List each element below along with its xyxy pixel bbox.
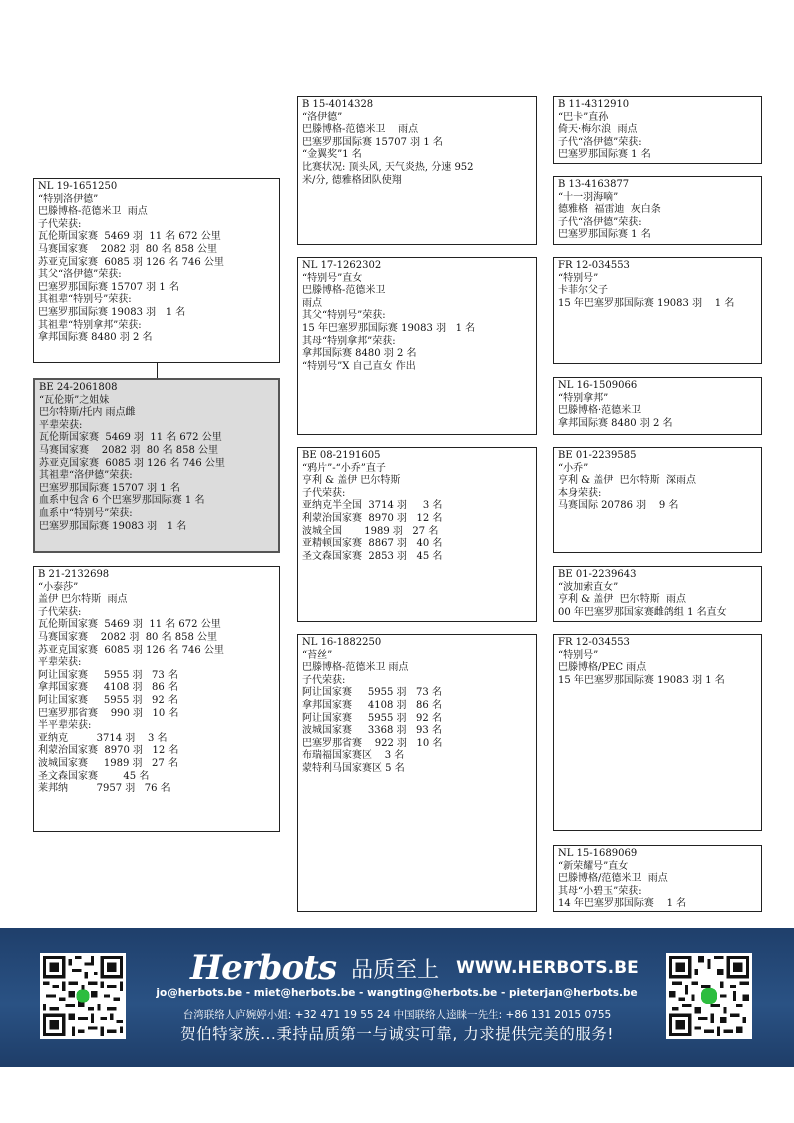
- pedigree-line: 阿让国家赛 5955 羽 73 名: [302, 687, 442, 699]
- pedigree-line: 比赛状况: 顶头风, 天气炎热, 分速 952: [302, 161, 474, 173]
- pedigree-line: 圣文森国家赛 2853 羽 45 名: [302, 550, 443, 562]
- pedigree-line: 苏亚克国家赛 6085 羽 126 名 746 公里: [38, 256, 224, 268]
- pedigree-line: 血系中包含 6 个巴塞罗那国际赛 1 名: [39, 495, 205, 507]
- pedigree-line: 亨利 & 盖伊 巴尔特斯: [302, 475, 401, 487]
- pedigree-line: 拿邦国际赛 8480 羽 2 名: [302, 348, 417, 360]
- pedigree-line: 瓦伦斯国家赛 5469 羽 11 名 672 公里: [39, 432, 222, 444]
- pedigree-box-dss: [553, 447, 762, 553]
- pedigree-box-dds: [553, 634, 762, 831]
- ring-number: NL 16-1509066: [558, 380, 638, 391]
- pedigree-line: 巴塞罗那国际赛 19083 羽 1 名: [39, 520, 187, 532]
- ring-number: NL 17-1262302: [302, 260, 382, 271]
- pedigree-line: 子代荣获:: [302, 487, 346, 499]
- pedigree-line: “特别号”: [558, 272, 599, 284]
- pedigree-line: 子代荣获:: [38, 606, 82, 618]
- pedigree-line: 亚纳克半全国 3714 羽 3 名: [302, 500, 443, 512]
- pedigree-box-ssd: [553, 176, 762, 245]
- pedigree-line: “瓦伦斯”之姐妹: [39, 394, 110, 406]
- pedigree-box-sss: [553, 96, 762, 164]
- pedigree-line: 布瑞福国家赛区 3 名: [302, 750, 405, 762]
- pedigree-line: 瓦伦斯国家赛 5469 羽 11 名 672 公里: [38, 619, 221, 631]
- pedigree-line: 亚精顿国家赛 8867 羽 40 名: [302, 538, 443, 550]
- pedigree-line: 拿邦国家赛 4108 羽 86 名: [302, 699, 442, 711]
- pedigree-line: “特别号”: [558, 649, 599, 661]
- pedigree-box-dam-sire: [297, 447, 537, 622]
- pedigree-line: 子代“洛伊德”荣获:: [558, 136, 642, 148]
- pedigree-line: 巴滕博格/PEC 雨点: [558, 662, 647, 674]
- pedigree-line: 德雅格 福雷迪 灰白条: [558, 204, 661, 216]
- pedigree-box-sdd: [553, 377, 762, 435]
- pedigree-line: 亚纳克 3714 羽 3 名: [38, 732, 168, 744]
- pedigree-line: 平辈荣获:: [39, 419, 83, 431]
- slogan-text: 品质至上: [351, 957, 440, 983]
- pedigree-line: 巴塞罗那国际赛 15707 羽 1 名: [39, 482, 180, 494]
- pedigree-line: 波城国家赛 3368 羽 93 名: [302, 725, 442, 737]
- pedigree-line: 卡菲尔父子: [558, 285, 608, 297]
- pedigree-line: 马赛国家赛 2082 羽 80 名 858 公里: [38, 243, 218, 255]
- ring-number: B 13-4163877: [558, 179, 630, 190]
- pedigree-line: 其祖辈“特别拿邦”荣获:: [38, 319, 142, 331]
- pedigree-line: 子代荣获:: [38, 218, 82, 230]
- pedigree-line: “特别洛伊德”: [38, 193, 99, 205]
- connector-line: [157, 362, 158, 378]
- pedigree-line: 子代“洛伊德”荣获:: [558, 216, 642, 228]
- pedigree-box-sire-dam: [297, 257, 537, 435]
- ring-number: FR 12-034553: [558, 637, 630, 648]
- pedigree-line: 莱邦纳 7957 羽 76 名: [38, 783, 171, 795]
- pedigree-line: 巴塞罗那国际赛 19083 羽 1 名: [38, 306, 186, 318]
- pedigree-line: 波城国家赛 1989 羽 27 名: [38, 757, 178, 769]
- pedigree-line: 半平辈荣获:: [38, 720, 92, 732]
- pedigree-line: 蒙特利马国家赛区 5 名: [302, 762, 405, 774]
- herbots-logo: Herbots: [190, 948, 336, 988]
- pedigree-line: 巴塞罗那国际赛 15707 羽 1 名: [38, 281, 179, 293]
- pedigree-line: 其父“特别号”荣获:: [302, 310, 386, 322]
- pedigree-line: 马赛国家赛 2082 羽 80 名 858 公里: [39, 444, 219, 456]
- email-list: jo@herbots.be - miet@herbots.be - wangting@herbots.be - pieterjan@herbots.be: [156, 987, 638, 999]
- pedigree-line: “特别号”直女: [302, 272, 363, 284]
- ring-number: BE 01-2239643: [558, 569, 637, 580]
- pedigree-line: 巴滕博格-范德米卫 雨点: [302, 124, 419, 136]
- pedigree-line: 盖伊 巴尔特斯 雨点: [38, 594, 128, 606]
- pedigree-line: “巴卡”直孙: [558, 111, 609, 123]
- pedigree-box-subject: [33, 378, 280, 553]
- pedigree-line: “特别号”X 自己直女 作出: [302, 360, 416, 372]
- pedigree-line: 巴塞罗那省赛 990 羽 10 名: [38, 707, 179, 719]
- pedigree-line: 00 年巴塞罗那国家赛雌鸽组 1 名直女: [558, 606, 727, 618]
- pedigree-line: “新荣耀号”直女: [558, 860, 629, 872]
- pedigree-box-dam-dam: [297, 634, 537, 912]
- pedigree-line: 亨利 & 盖伊 巴尔特斯 雨点: [558, 594, 686, 606]
- pedigree-line: 巴滕博格·范德米卫: [558, 405, 642, 417]
- pedigree-line: 拿邦国际赛 8480 羽 2 名: [38, 332, 153, 344]
- ring-number: B 21-2132698: [38, 569, 110, 580]
- pedigree-line: 苏亚克国家赛 6085 羽 126 名 746 公里: [39, 457, 225, 469]
- pedigree-line: 子代荣获:: [302, 674, 346, 686]
- pedigree-box-sire: [33, 178, 280, 363]
- pedigree-line: “小乔”: [558, 462, 589, 474]
- pedigree-line: 其母“特别拿邦”荣获:: [302, 335, 396, 347]
- ring-number: NL 16-1882250: [302, 637, 382, 648]
- pedigree-line: “十一羽海嘀”: [558, 191, 619, 203]
- pedigree-line: 巴滕博格-范德米卫 雨点: [302, 662, 409, 674]
- pedigree-box-dam: [33, 566, 280, 832]
- pedigree-line: 亨利 & 盖伊 巴尔特斯 深雨点: [558, 475, 696, 487]
- pedigree-line: 巴塞罗那国际赛 1 名: [558, 229, 651, 241]
- pedigree-line: 本身荣获:: [558, 487, 602, 499]
- pedigree-line: 倚天·梅尔浪 雨点: [558, 124, 638, 136]
- pedigree-line: 阿让国家赛 5955 羽 92 名: [38, 694, 178, 706]
- ring-number: NL 19-1651250: [38, 181, 118, 192]
- pedigree-line: 马赛国家赛 2082 羽 80 名 858 公里: [38, 631, 218, 643]
- pedigree-line: “苔丝”: [302, 649, 333, 661]
- website-text: WWW.HERBOTS.BE: [456, 958, 639, 978]
- pedigree-box-dsd: [553, 566, 762, 622]
- tagline-text: 贺伯特家族...秉持品质第一与诚实可靠, 力求提供完美的服务!: [180, 1025, 614, 1043]
- pedigree-line: 米/分, 德雅格团队使翔: [302, 174, 402, 186]
- pedigree-line: 瓦伦斯国家赛 5469 羽 11 名 672 公里: [38, 231, 221, 243]
- pedigree-line: 拿邦国际赛 8480 羽 2 名: [558, 417, 673, 429]
- pedigree-line: 利蒙治国家赛 8970 羽 12 名: [38, 745, 179, 757]
- brand-row: [190, 948, 639, 988]
- pedigree-line: 巴塞罗那国际赛 15707 羽 1 名: [302, 136, 443, 148]
- pedigree-line: 15 年巴塞罗那国际赛 19083 羽 1 名: [558, 674, 725, 686]
- pedigree-line: 巴塞罗那国际赛 1 名: [558, 149, 651, 161]
- pedigree-line: “特别拿邦”: [558, 392, 609, 404]
- pedigree-box-sire-sire: [297, 96, 537, 245]
- pedigree-line: “波加索直女”: [558, 581, 619, 593]
- pedigree-line: 其祖辈“特别号”荣获:: [38, 294, 132, 306]
- pedigree-line: 其母“小碧玉”荣获:: [558, 885, 642, 897]
- pedigree-line: 阿让国家赛 5955 羽 73 名: [38, 669, 178, 681]
- ring-number: BE 08-2191605: [302, 450, 381, 461]
- pedigree-line: “鸦片”-“小乔”直子: [302, 462, 386, 474]
- pedigree-line: “洛伊德”: [302, 111, 343, 123]
- pedigree-line: 利蒙治国家赛 8970 羽 12 名: [302, 512, 443, 524]
- pedigree-line: 其父“洛伊德”荣获:: [38, 269, 122, 281]
- pedigree-line: 巴滕博格-范德米卫: [302, 285, 386, 297]
- ring-number: B 11-4312910: [558, 99, 630, 110]
- pedigree-line: 波城全国 1989 羽 27 名: [302, 525, 439, 537]
- pedigree-line: 巴滕博格-范德米卫 雨点: [38, 206, 148, 218]
- ring-number: FR 12-034553: [558, 260, 630, 271]
- ring-number: BE 01-2239585: [558, 450, 637, 461]
- footer-banner: [0, 928, 794, 1067]
- pedigree-line: 苏亚克国家赛 6085 羽 126 名 746 公里: [38, 644, 224, 656]
- pedigree-line: 阿让国家赛 5955 羽 92 名: [302, 712, 442, 724]
- contact-line: 台湾联络人庐婉婷小姐: +32 471 19 55 24 中国联络人逵睐一先生: +86 131 2015 0755: [182, 1009, 612, 1021]
- ring-number: BE 24-2061808: [39, 382, 118, 393]
- ring-number: B 15-4014328: [302, 99, 374, 110]
- pedigree-line: 雨点: [302, 297, 322, 309]
- pedigree-line: 圣文森国家赛 45 名: [38, 770, 150, 782]
- pedigree-line: 巴滕博格/范德米卫 雨点: [558, 873, 668, 885]
- pedigree-line: 巴尔特斯/托内 雨点雌: [39, 407, 136, 419]
- pedigree-line: 平辈荣获:: [38, 657, 82, 669]
- pedigree-line: 血系中“特别号”荣获:: [39, 507, 133, 519]
- ring-number: NL 15-1689069: [558, 848, 638, 859]
- pedigree-box-ddd: [553, 845, 762, 912]
- pedigree-line: 15 年巴塞罗那国际赛 19083 羽 1 名: [558, 297, 735, 309]
- pedigree-line: 拿邦国家赛 4108 羽 86 名: [38, 682, 178, 694]
- pedigree-line: 马赛国际 20786 羽 9 名: [558, 500, 679, 512]
- pedigree-box-sds: [553, 257, 762, 364]
- pedigree-line: “小泰莎”: [38, 581, 79, 593]
- pedigree-line: 14 年巴塞罗那国际赛 1 名: [558, 898, 687, 910]
- pedigree-line: 巴塞罗那省赛 922 羽 10 名: [302, 737, 443, 749]
- pedigree-line: 其祖辈“洛伊德”荣获:: [39, 470, 133, 482]
- pedigree-line: “金翼奖”1 名: [302, 149, 362, 161]
- pedigree-line: 15 年巴塞罗那国际赛 19083 羽 1 名: [302, 322, 476, 334]
